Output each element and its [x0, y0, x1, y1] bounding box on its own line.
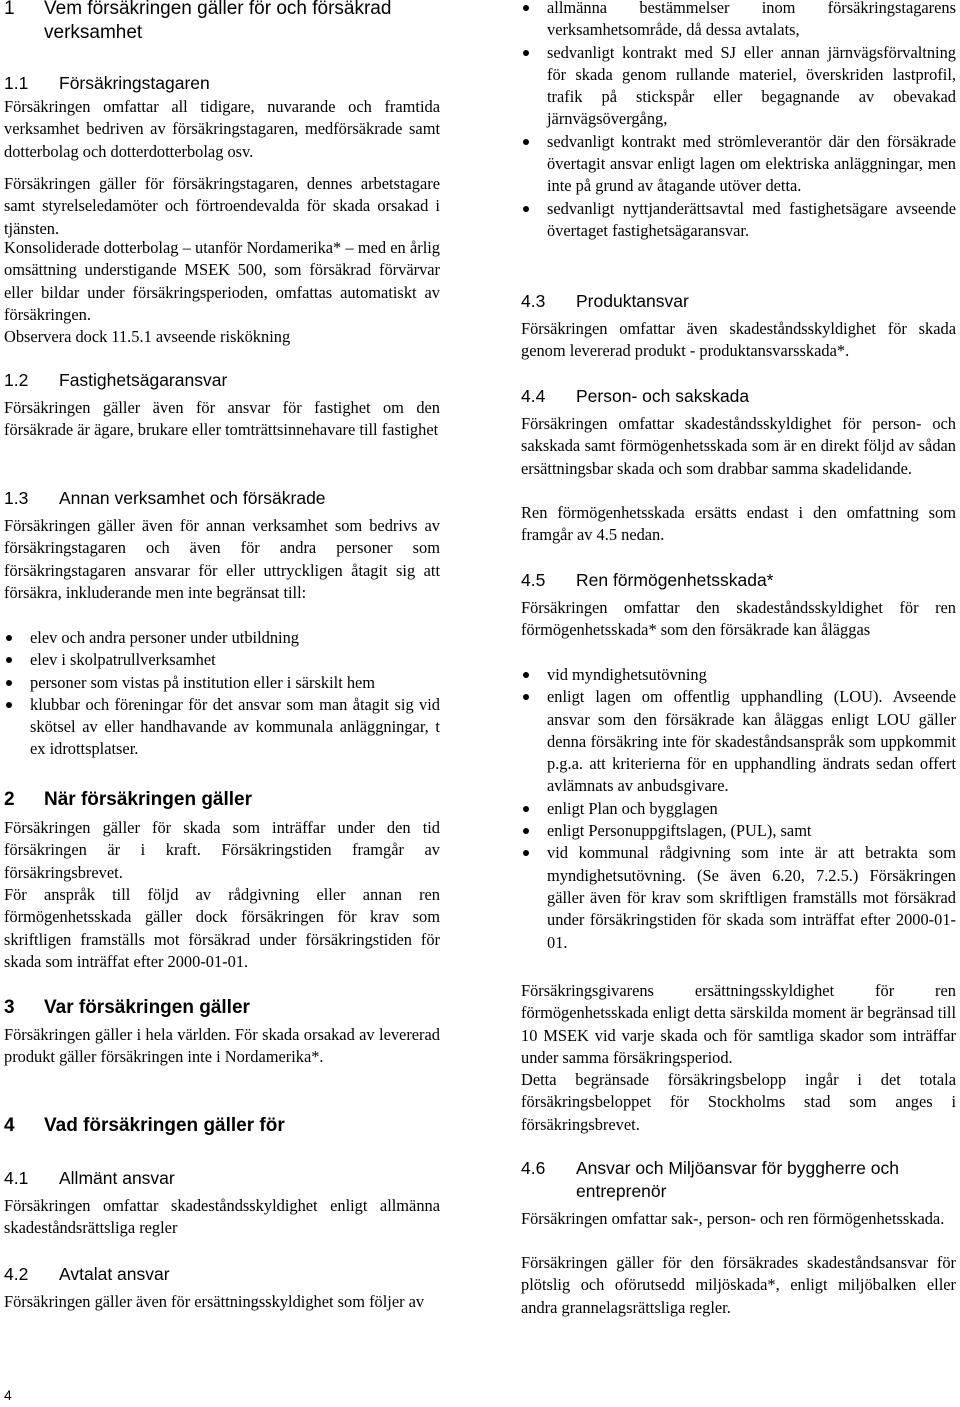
paragraph: Försäkringen gäller även för ersättningsskyldighet som följer av	[4, 1292, 425, 1311]
heading-title: Person- och sakskada	[576, 386, 750, 406]
paragraph: Försäkringen omfattar även skadeståndsskyldighet för skada genom levererad produkt - produktansvarsskada*.	[521, 319, 956, 361]
heading-number: 2	[4, 789, 15, 810]
paragraph: Försäkringen gäller i hela världen. För skada orsakad av levererad produkt gäller försäkringen inte i Nordamerika*.	[4, 1025, 440, 1067]
page-number: 4	[4, 1387, 12, 1403]
section-4	[4, 1114, 440, 1138]
list-item: elev i skolpatrullverksamhet	[4, 649, 440, 671]
list-item: enligt Personuppgiftslagen, (PUL), samt	[521, 820, 956, 842]
paragraph: Försäkringen gäller även för ansvar för fastighet om den försäkrade är ägare, brukare eller tomträttsinnehavare till fastighet	[4, 398, 440, 440]
list-item: allmänna bestämmelser inom försäkringstagarens verksamhetsområde, då dessa avtalats,	[521, 0, 956, 42]
heading-number: 1.2	[4, 370, 29, 390]
bullet-list	[521, 664, 956, 954]
heading-title: Avtalat ansvar	[59, 1264, 170, 1284]
heading-number: 4.2	[4, 1264, 29, 1284]
paragraph: Försäkringsgivarens ersättningsskyldighet för ren förmögenhetsskada enligt detta särskilda moment är begränsad till 10 MSEK vid varje skada och för samtliga skador som inträffar under samma försäkringsperiod.	[521, 981, 956, 1067]
heading-number: 4.6	[521, 1158, 546, 1178]
section-3	[4, 996, 440, 1020]
list-item: vid myndighetsutövning	[521, 664, 956, 686]
section-4-5	[521, 569, 956, 592]
heading-4-5	[521, 569, 956, 592]
paragraph: Försäkringen gäller även för annan verksamhet som bedrivs av försäkringstagaren och även för andra personer som försäkringstagaren ansvarar för eller uttryckligen åtagit sig att försäkra, inkluderande men inte begränsat till:	[4, 516, 440, 602]
list-item: enligt Plan och bygglagen	[521, 798, 956, 820]
heading-number: 1.1	[4, 73, 29, 93]
paragraph: Försäkringen omfattar sak-, person- och ren förmögenhetsskada.	[521, 1209, 945, 1228]
paragraph: Försäkringen omfattar skadeståndsskyldighet för person- och sakskada samt förmögenhetsskada som är en direkt följd av sådan ersättningsbar skada och som drabbar samma skadelidande.	[521, 414, 956, 478]
paragraph: För anspråk till följd av rådgivning eller annan ren förmögenhetsskada gäller dock försäkringen för krav som skriftligen framställs mot försäkrad under försäkringstiden för skada som inträffat efter 2000-01-01.	[4, 885, 440, 971]
section-2	[4, 788, 440, 812]
heading-number: 4.4	[521, 386, 546, 406]
heading-2	[4, 788, 440, 812]
paragraph: Försäkringen omfattar all tidigare, nuvarande och framtida verksamhet bedriven av försäkringstagaren, medförsäkrade samt dotterbolag och dotterdotterbolag osv.	[4, 97, 440, 161]
heading-number: 1.3	[4, 488, 29, 508]
paragraph: Försäkringen gäller för försäkringstagaren, dennes arbetstagare samt styrelseledamöter och förtroendevalda för skada orsakad i tjänsten.	[4, 174, 440, 238]
bullet-list	[4, 627, 440, 761]
list-item: elev och andra personer under utbildning	[4, 627, 440, 649]
heading-1-2	[4, 369, 440, 392]
heading-4-4	[521, 385, 956, 408]
heading-4-1	[4, 1167, 440, 1190]
heading-number: 4.5	[521, 570, 546, 590]
heading-title: När försäkringen gäller	[44, 789, 253, 810]
paragraph: Konsoliderade dotterbolag – utanför Nordamerika* – med en årlig omsättning understigande MSEK 500, som försäkrad förvärvar eller bildar under försäkringsperioden, omfattas automatiskt av försäkringen.	[4, 238, 440, 324]
list-item: klubbar och föreningar för det ansvar som man åtagit sig vid skötsel av eller handhavande av kommunala anläggningar, t ex idrottsplatser.	[4, 694, 440, 761]
section-1-2	[4, 369, 440, 392]
list-item: sedvanligt nyttjanderättsavtal med fastighetsägare avseende övertaget fastighetsägaransvar.	[521, 198, 956, 243]
paragraph: Ren förmögenhetsskada ersätts endast i den omfattning som framgår av 4.5 nedan.	[521, 503, 956, 545]
section-1	[4, 0, 440, 45]
heading-number: 4.3	[521, 291, 546, 311]
list-item: enligt lagen om offentlig upphandling (LOU). Avseende ansvar som den försäkrade kan åläggas enligt LOU gäller denna försäkring inte för skadeståndsanspråk som uppkommit p.g.a. att kriterierna för en upphandling ändrats sedan offert avlämnats av anbudsgivare.	[521, 686, 956, 797]
list-item: vid kommunal rådgivning som inte är att betrakta som myndighetsutövning. (Se även 6.20, 7.2.5.) Försäkringen gäller även för krav som skriftligen framställs mot försäkrad under försäkringstiden för skada som inträffat efter 2000-01-01.	[521, 842, 956, 953]
list-item: sedvanligt kontrakt med strömleverantör där den försäkrade övertagit ansvar enligt lagen om elektriska anläggningar, men inte på grund av åtagande utöver detta.	[521, 131, 956, 198]
heading-1-3	[4, 487, 440, 510]
heading-number: 3	[4, 997, 15, 1018]
section-4-6	[521, 1157, 956, 1203]
heading-number: 4	[4, 1115, 15, 1136]
heading-title: Fastighetsägaransvar	[59, 370, 228, 390]
heading-title: Ren förmögenhetsskada*	[576, 570, 774, 590]
heading-4-3	[521, 290, 956, 313]
heading-4-2	[4, 1263, 440, 1286]
list-item: personer som vistas på institution eller i särskilt hem	[4, 672, 440, 694]
paragraph: Detta begränsade försäkringsbelopp ingår i det totala försäkringsbeloppet för Stockholms stad som anges i försäkringsbrevet.	[521, 1070, 956, 1134]
section-4-2	[4, 1263, 440, 1286]
heading-title: Ansvar och Miljöansvar för byggherre och entreprenör	[576, 1158, 899, 1201]
heading-4-6	[521, 1157, 956, 1203]
section-4-4	[521, 385, 956, 408]
heading-1	[4, 0, 440, 45]
bullet-list	[521, 0, 956, 242]
heading-title: Annan verksamhet och försäkrade	[59, 488, 326, 508]
paragraph: Observera dock 11.5.1 avseende riskökning	[4, 327, 291, 346]
paragraph: Försäkringen omfattar den skadeståndsskyldighet för ren förmögenhetsskada* som den försäkrade kan åläggas	[521, 598, 956, 640]
paragraph: Försäkringen omfattar skadeståndsskyldighet enligt allmänna skadeståndsrättsliga regler	[4, 1196, 440, 1238]
heading-title: Var försäkringen gäller	[44, 997, 250, 1018]
heading-number: 1	[4, 0, 15, 19]
paragraph: Försäkringen gäller för skada som inträffar under den tid försäkringen är i kraft. Försäkringstiden framgår av försäkringsbrevet.	[4, 818, 440, 882]
paragraph: Försäkringen gäller för den försäkrades skadeståndsansvar för plötslig och oförutsedd miljöskada*, enligt miljöbalken eller andra grannelagsrättsliga regler.	[521, 1253, 956, 1317]
heading-1-1	[4, 72, 440, 95]
heading-number: 4.1	[4, 1168, 29, 1188]
heading-title: Allmänt ansvar	[59, 1168, 175, 1188]
heading-title: Vad försäkringen gäller för	[44, 1115, 285, 1136]
heading-4	[4, 1114, 440, 1138]
heading-title: Försäkringstagaren	[59, 73, 210, 93]
heading-3	[4, 996, 440, 1020]
section-1-3	[4, 487, 440, 510]
heading-title: Vem försäkringen gäller för och försäkrad verksamhet	[44, 0, 392, 43]
list-item: sedvanligt kontrakt med SJ eller annan järnvägsförvaltning för skada genom rullande materiel, överskriden lastprofil, trafik på stickspår eller begagnande av obevakad järnvägsövergång,	[521, 42, 956, 131]
heading-title: Produktansvar	[576, 291, 689, 311]
section-1-1	[4, 72, 440, 95]
section-4-3	[521, 290, 956, 313]
section-4-1	[4, 1167, 440, 1190]
